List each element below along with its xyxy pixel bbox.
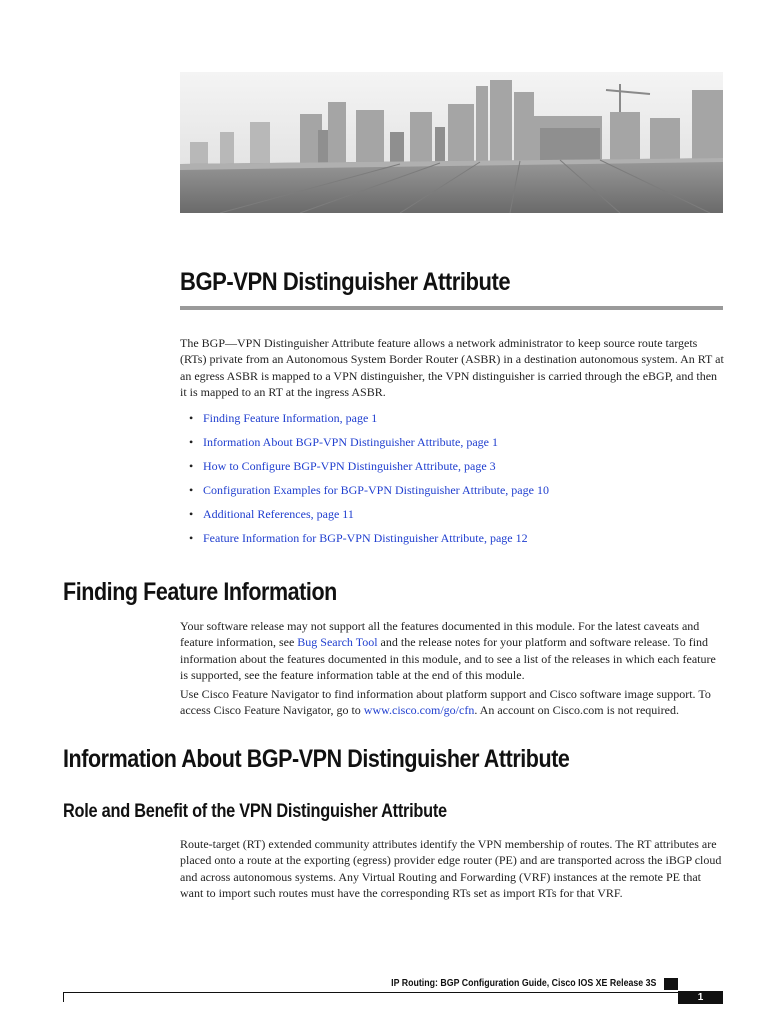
subsection-heading-role-and-benefit: Role and Benefit of the VPN Distinguisher Attribute — [63, 801, 447, 822]
table-of-contents — [180, 410, 549, 554]
section-heading-information-about: Information About BGP-VPN Distinguisher Attribute — [63, 745, 570, 773]
finding-text: and the release notes for your platform and software release. To find information about the features documented in this module, and to see a list of the releases in which each feature is supported, see the feature information table at the end of this module. — [180, 635, 716, 683]
finding-paragraph-1 — [180, 618, 725, 684]
finding-text: Your software release may not support all the features documented in this module. For the latest caveats and feature information, see — [180, 619, 700, 650]
bug-search-tool-link[interactable]: Bug Search Tool — [297, 635, 378, 650]
footer-guide-title: IP Routing: BGP Configuration Guide, Cisco IOS XE Release 3S — [390, 978, 656, 989]
bullet-icon: • — [189, 531, 194, 545]
section-heading-finding-feature-information: Finding Feature Information — [63, 578, 337, 606]
bullet-icon: • — [189, 435, 194, 449]
header-banner-image — [180, 72, 723, 213]
page-number: 1 — [678, 991, 723, 1004]
bullet-icon: • — [189, 507, 194, 521]
toc-item — [180, 410, 549, 434]
intro-paragraph: The BGP—VPN Distinguisher Attribute feature allows a network administrator to keep source route targets (RTs) private from an Autonomous System Border Router (ASBR) in a destination autonomous system. An RT at an egress ASBR is mapped to a VPN distinguisher, the VPN distinguisher is carried through the eBGP, and then it is mapped to an RT at the ingress ASBR. — [180, 336, 724, 400]
toc-item — [180, 506, 549, 530]
footer-tick — [63, 992, 64, 1002]
bullet-icon: • — [189, 411, 194, 425]
title-rule — [180, 306, 723, 310]
bullet-icon: • — [189, 459, 194, 473]
toc-link[interactable]: Configuration Examples for BGP-VPN Distinguisher Attribute, page 10 — [203, 483, 549, 497]
toc-link[interactable]: Additional References, page 11 — [203, 507, 354, 521]
toc-item — [180, 458, 549, 482]
toc-item — [180, 530, 549, 554]
toc-link[interactable]: How to Configure BGP-VPN Distinguisher Attribute, page 3 — [203, 459, 496, 473]
footer-rule — [63, 992, 678, 993]
finding-text: . An account on Cisco.com is not required. — [474, 703, 679, 718]
document-title: BGP-VPN Distinguisher Attribute — [180, 268, 511, 296]
footer-mark — [664, 978, 678, 990]
role-paragraph: Route-target (RT) extended community attributes identify the VPN membership of routes. The RT attributes are placed onto a route at the exporting (egress) provider edge router (PE) and are transported across the iBGP cloud and across autonomous systems. Any Virtual Routing and Forwarding (VRF) instances at the remote PE that want to import such routes must have the corresponding RTs set as import RTs for that VRF. — [180, 837, 722, 901]
toc-link[interactable]: Finding Feature Information, page 1 — [203, 411, 378, 425]
toc-link[interactable]: Information About BGP-VPN Distinguisher Attribute, page 1 — [203, 435, 498, 449]
bullet-icon: • — [189, 483, 194, 497]
finding-text: Use Cisco Feature Navigator to find information about platform support and Cisco software image support. To access Cisco Feature Navigator, go to — [180, 687, 711, 718]
cisco-feature-navigator-link[interactable]: www.cisco.com/go/cfn — [363, 703, 475, 718]
toc-link[interactable]: Feature Information for BGP-VPN Distinguisher Attribute, page 12 — [203, 531, 528, 545]
toc-item — [180, 482, 549, 506]
finding-paragraph-2 — [180, 686, 725, 719]
toc-item — [180, 434, 549, 458]
